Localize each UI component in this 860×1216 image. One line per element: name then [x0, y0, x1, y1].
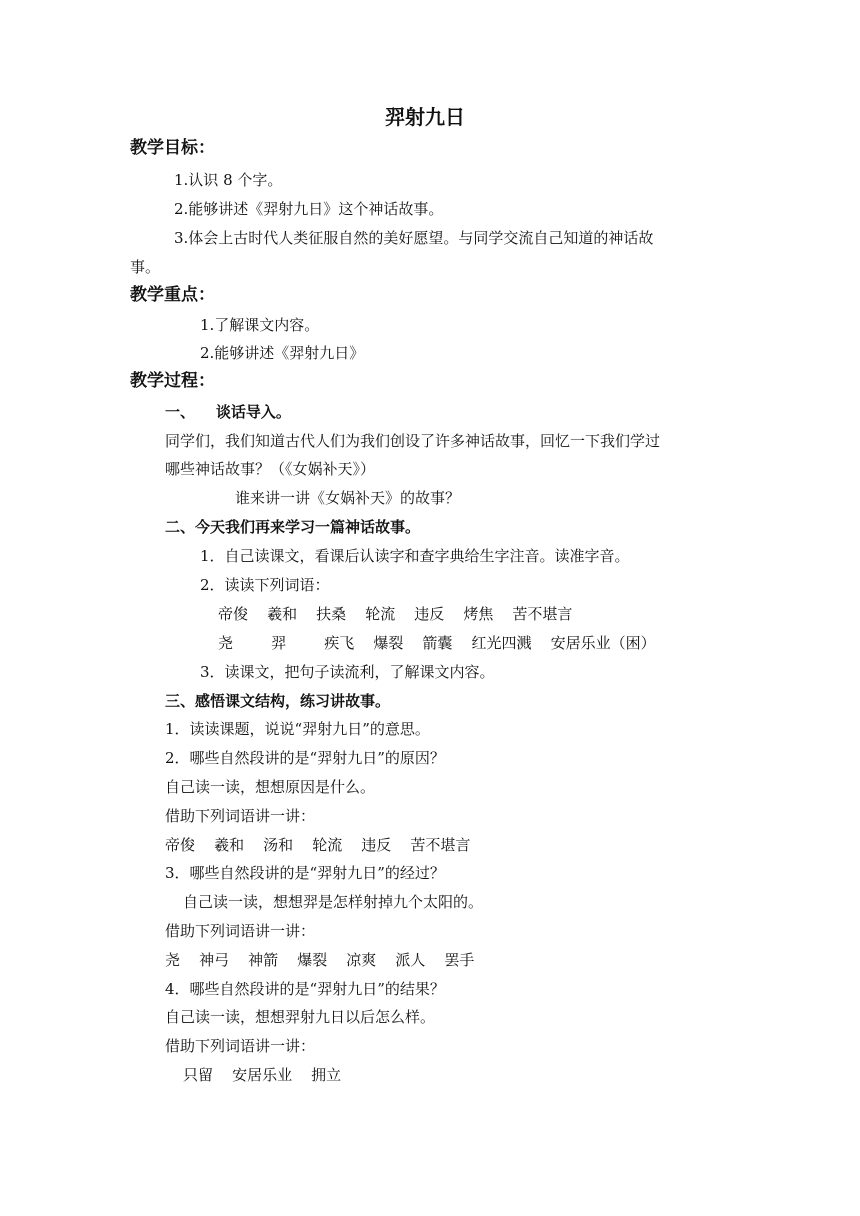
goal-item-2: 2.能够讲述《羿射九日》这个神话故事。 [174, 200, 444, 218]
process-step: 自己读一读，想想羿射九日以后怎么样。 [165, 1008, 436, 1026]
process-step: 借助下列词语讲一讲： [165, 1037, 316, 1055]
process-step: 1．读读课题，说说“羿射九日”的意思。 [165, 720, 430, 738]
vocabulary-line: 帝俊 羲和 扶桑 轮流 违反 烤焦 苦不堪言 [218, 605, 573, 623]
vocabulary-line: 只留 安居乐业 拥立 [183, 1066, 342, 1084]
vocabulary-line: 帝俊 羲和 汤和 轮流 违反 苦不堪言 [165, 836, 471, 854]
process-section-heading: 一、 谈话导入。 [165, 403, 291, 421]
goals-heading: 教学目标： [130, 138, 215, 158]
process-step: 3．哪些自然段讲的是“羿射九日”的经过？ [165, 864, 445, 882]
process-step: 借助下列词语讲一讲： [165, 807, 316, 825]
key-point-item-1: 1.了解课文内容。 [200, 316, 320, 334]
vocabulary-line: 尧 神弓 神箭 爆裂 凉爽 派人 罢手 [165, 951, 475, 969]
key-point-item-2: 2.能够讲述《羿射九日》 [200, 344, 365, 362]
key-points-heading: 教学重点： [130, 285, 215, 305]
process-step: 3．读课文，把句子读流利，了解课文内容。 [200, 663, 495, 681]
process-step: 1．自己读课文，看课后认读字和查字典给生字注音。读准字音。 [200, 547, 630, 565]
goal-item-3-continued: 事。 [130, 258, 161, 276]
process-step: 2．读读下列词语： [200, 576, 330, 594]
process-section-heading: 二、今天我们再来学习一篇神话故事。 [165, 518, 421, 536]
process-step: 自己读一读，想想羿是怎样射掉九个太阳的。 [183, 893, 484, 911]
process-step: 借助下列词语讲一讲： [165, 922, 316, 940]
document-title: 羿射九日 [385, 105, 465, 129]
process-paragraph-line: 同学们，我们知道古代人们为我们创设了许多神话故事，回忆一下我们学过 [165, 432, 661, 450]
process-paragraph-line: 哪些神话故事？（《女娲补天》） [165, 460, 376, 478]
process-step: 2．哪些自然段讲的是“羿射九日”的原因？ [165, 749, 445, 767]
process-step: 自己读一读，想想原因是什么。 [165, 778, 376, 796]
process-step: 4．哪些自然段讲的是“羿射九日”的结果？ [165, 980, 445, 998]
vocabulary-line: 尧 羿 疾飞 爆裂 箭囊 红光四溅 安居乐业（困） [218, 634, 656, 652]
goal-item-1: 1.认识 8 个字。 [174, 171, 283, 189]
process-heading: 教学过程： [130, 371, 215, 391]
process-section-heading: 三、感悟课文结构，练习讲故事。 [165, 692, 391, 710]
goal-item-3: 3.体会上古时代人类征服自然的美好愿望。与同学交流自己知道的神话故 [174, 229, 654, 247]
process-paragraph-line: 谁来讲一讲《女娲补天》的故事？ [235, 489, 461, 507]
